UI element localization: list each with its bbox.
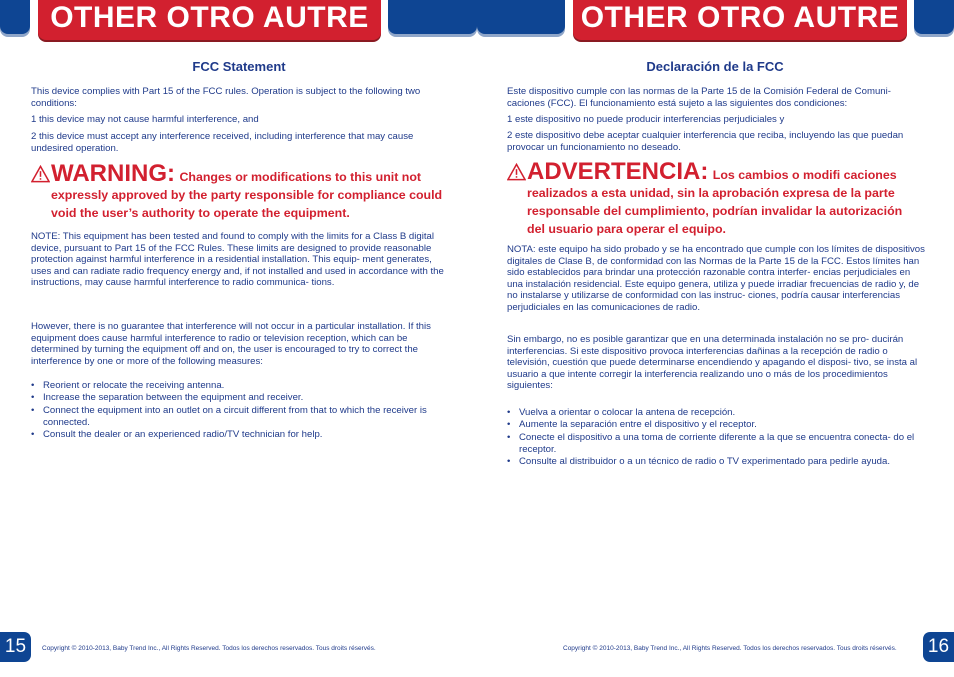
page-title-left: OTHER OTRO AUTRE xyxy=(38,0,381,40)
advertencia-block xyxy=(507,160,917,238)
list-item: • Consulte al distribuidor o a un técnico de radio o TV experimentado para pedirle ayuda. xyxy=(507,456,925,468)
fcc-declaracion-heading: Declaración de la FCC xyxy=(646,59,784,74)
list-item: • Vuelva a orientar o colocar la antena de recepción. xyxy=(507,407,925,419)
however-paragraph: Sin embargo, no es posible garantizar que en una determinada instalación no se pro- ducirán interferencias. Si este dispositivo provoca interferencias dañinas a la recepción de radio o televisión, cuestión que puede determinarse encendiendo y apagando el disposi- tivo, se insta al usuario a que intente corregir la interferencia realizando uno o más de los procedimientos siguientes: xyxy=(507,334,918,392)
warning-word: ADVERTENCIA: xyxy=(527,158,709,185)
condition-2: 2 este dispositivo debe aceptar cualquier interferencia que reciba, incluyendo las que puedan provocar un funcionamiento no deseado. xyxy=(507,130,904,153)
warning-text: Changes or modifications to this unit not expressly approved by the party responsible for compliance could void the user’s authority to operate the equipment. xyxy=(51,170,443,220)
page-number: 16 xyxy=(923,632,954,662)
list-item: • Aumente la separación entre el dispositivo y el receptor. xyxy=(507,419,925,431)
page-number: 15 xyxy=(0,632,31,662)
warning-triangle-icon xyxy=(507,163,526,181)
however-paragraph: However, there is no guarantee that interference will not occur in a particular installation. If this equipment does cause harmful interference to radio or television reception, which can be determined by turning the equipment off and on, the user is encouraged to try to correct the interference by one or more of the following measures: xyxy=(31,321,431,367)
page-title-right: OTHER OTRO AUTRE xyxy=(573,0,907,40)
copyright: Copyright © 2010-2013, Baby Trend Inc., All Rights Reserved. Todos los derechos reservados. Tous droits réservés. xyxy=(42,645,376,652)
condition-2: 2 this device must accept any interference received, including interference that may cause undesired operation. xyxy=(31,131,414,154)
list-item: • Consult the dealer or an experienced radio/TV technician for help. xyxy=(31,429,447,441)
list-item: • Connect the equipment into an outlet on a circuit different from that to which the receiver is connected. xyxy=(31,405,447,430)
header-side-tab-left xyxy=(477,0,565,34)
right-page xyxy=(477,0,954,677)
measures-list xyxy=(507,407,925,468)
header-side-tab-right xyxy=(914,0,954,34)
list-item: • Conecte el dispositivo a una toma de corriente diferente a la que se encuentra conecta- do el receptor. xyxy=(507,432,925,457)
condition-1: 1 este dispositivo no puede producir interferencias perjudiciales y xyxy=(507,114,785,125)
list-item: • Reorient or relocate the receiving antenna. xyxy=(31,380,447,392)
warning-triangle-icon xyxy=(31,165,50,183)
measures-list xyxy=(31,380,447,441)
header-side-tab-right xyxy=(388,0,477,34)
warning-text: Los cambios o modifi caciones realizados a esta unidad, sin la aprobación expresa de la parte responsable del cumplimiento, podrían invalidar la autorización del usuario para operar el equipo. xyxy=(527,168,903,236)
warning-block xyxy=(31,162,456,222)
fcc-statement-heading: FCC Statement xyxy=(192,59,286,74)
copyright: Copyright © 2010-2013, Baby Trend Inc., All Rights Reserved. Todos los derechos reservados. Tous droits réservés. xyxy=(563,645,897,652)
list-item: • Increase the separation between the equipment and receiver. xyxy=(31,392,447,404)
header-side-tab-left xyxy=(0,0,30,34)
note-paragraph: NOTE: This equipment has been tested and found to comply with the limits for a Class B digital device, pursuant to Part 15 of the FCC Rules. These limits are designed to provide reasonable protection against harmful interference in a residential installation. This equip- ment generates, uses and can radiate radio frequency energy and, if not installed and used in accordance with the instructions, may cause harmful interference to radio communica- tions. xyxy=(31,231,444,289)
warning-word: WARNING: xyxy=(51,160,175,187)
note-paragraph: NOTA: este equipo ha sido probado y se ha encontrado que cumple con los límites de dispositivos digitales de Clase B, de conformidad con las Normas de la Parte 15 de la FCC. Estos límites han sido establecidos para brindar una protección razonable contra interfer- encias perjudiciales en una instalación residencial. Este equipo genera, utiliza y puede irradiar frecuencias de radio y, de no instalarse y utilizarse de conformidad con las instruc- ciones, podría causar interferencias perjudiciales en las comunicaciones de radio. xyxy=(507,244,925,313)
intro-paragraph: This device complies with Part 15 of the FCC rules. Operation is subject to the following two conditions: xyxy=(31,86,421,109)
intro-paragraph: Este dispositivo cumple con las normas de la Parte 15 de la Comisión Federal de Comuni- caciones (FCC). El funcionamiento está sujeto a las siguientes dos condiciones: xyxy=(507,86,891,109)
condition-1: 1 this device may not cause harmful interference, and xyxy=(31,114,259,125)
